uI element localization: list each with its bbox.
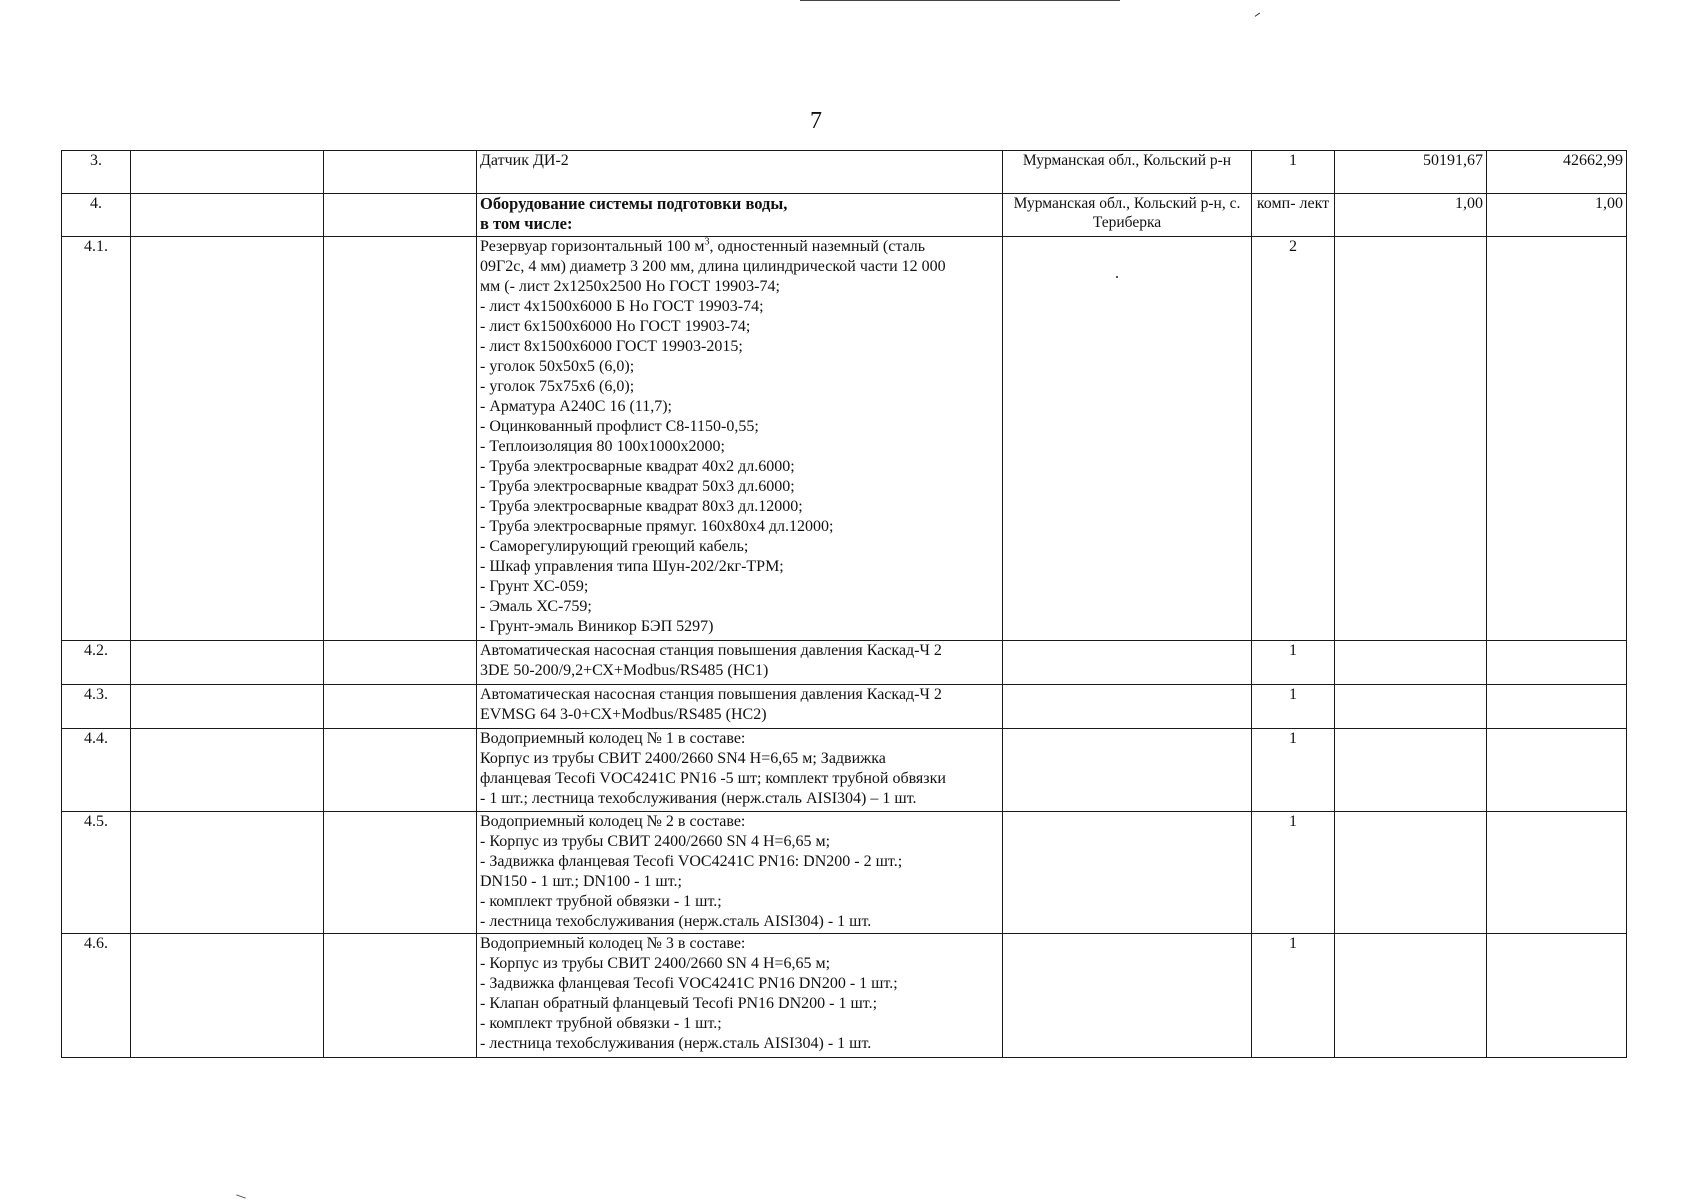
description-line: - лестница техобслуживания (нерж.сталь AISI304) - 1 шт. — [480, 913, 872, 930]
description-line: - Грунт ХС-059; — [480, 578, 589, 595]
scan-artifact-mark — [1255, 13, 1262, 19]
item-unit: комп- лект — [1252, 194, 1335, 237]
description-line: - Грунт-эмаль Виникор БЭП 5297) — [480, 618, 714, 635]
item-description — [477, 641, 1003, 685]
row-number: 3. — [62, 151, 131, 194]
empty-cell — [324, 237, 477, 641]
description-line: - 1 шт.; лестница техобслуживания (нерж.сталь AISI304) – 1 шт. — [480, 790, 917, 807]
description-line: 3DE 50-200/9,2+СХ+Modbus/RS485 (НС1) — [480, 662, 769, 679]
equipment-table — [61, 150, 1627, 1058]
item-total — [1487, 729, 1627, 812]
item-quantity: 1 — [1252, 812, 1335, 934]
empty-cell — [324, 812, 477, 934]
description-line: фланцевая Tecofi VOC4241C PN16 -5 шт; комплект трубной обвязки — [480, 770, 946, 787]
item-location — [1003, 237, 1252, 641]
item-total — [1487, 812, 1627, 934]
item-description — [477, 151, 1003, 194]
item-description — [477, 194, 1003, 237]
description-line: - уголок 50х50х5 (6,0); — [480, 358, 635, 375]
description-line: - Задвижка фланцевая Tecofi VOC4241C PN16 DN200 - 1 шт.; — [480, 975, 898, 992]
description-line: EVMSG 64 3-0+СХ+Modbus/RS485 (НС2) — [480, 706, 767, 723]
empty-cell — [324, 934, 477, 1058]
item-location — [1003, 729, 1252, 812]
item-location — [1003, 812, 1252, 934]
table-row — [62, 151, 1627, 194]
description-line: - лист 6х1500х6000 Но ГОСТ 19903-74; — [480, 318, 751, 335]
item-price — [1335, 729, 1487, 812]
description-line: - Корпус из трубы СВИТ 2400/2660 SN 4 H=6,65 м; — [480, 833, 831, 850]
table-row — [62, 934, 1627, 1058]
row-number: 4.6. — [62, 934, 131, 1058]
item-price: 50191,67 — [1335, 151, 1487, 194]
item-price — [1335, 812, 1487, 934]
item-description — [477, 812, 1003, 934]
table-row — [62, 641, 1627, 685]
description-line: 09Г2с, 4 мм) диаметр 3 200 мм, длина цилиндрической части 12 000 — [480, 258, 946, 275]
description-line: Датчик ДИ-2 — [480, 152, 569, 169]
item-description — [477, 685, 1003, 729]
empty-cell — [324, 194, 477, 237]
description-line: мм (- лист 2х1250х2500 Но ГОСТ 19903-74; — [480, 278, 780, 295]
item-description — [477, 237, 1003, 641]
item-description — [477, 934, 1003, 1058]
item-price — [1335, 237, 1487, 641]
description-list — [480, 934, 999, 1054]
description-line: - лист 4х1500х6000 Б Но ГОСТ 19903-74; — [480, 298, 764, 315]
item-total — [1487, 237, 1627, 641]
row-number: 4.4. — [62, 729, 131, 812]
item-price — [1335, 685, 1487, 729]
empty-cell — [131, 685, 324, 729]
empty-cell — [324, 729, 477, 812]
item-location — [1003, 641, 1252, 685]
description-line: Водоприемный колодец № 1 в составе: — [480, 730, 746, 747]
item-quantity: 1 — [1252, 685, 1335, 729]
description-line: - Арматура А240С 16 (11,7); — [480, 398, 672, 415]
scan-artifact-mark-bottom — [236, 1194, 246, 1198]
description-line: - Задвижка фланцевая Tecofi VOC4241C PN16: DN200 - 2 шт.; — [480, 853, 903, 870]
item-quantity: 1 — [1252, 641, 1335, 685]
page-number: 7 — [810, 108, 822, 134]
description-line: - уголок 75х75х6 (6,0); — [480, 378, 635, 395]
row-number: 4.5. — [62, 812, 131, 934]
empty-cell — [131, 641, 324, 685]
item-description — [477, 729, 1003, 812]
description-line: - Теплоизоляция 80 100х1000х2000; — [480, 438, 725, 455]
item-quantity: 1 — [1252, 151, 1335, 194]
description-line: DN150 - 1 шт.; DN100 - 1 шт.; — [480, 873, 682, 890]
item-total — [1487, 934, 1627, 1058]
description-list — [480, 685, 999, 725]
description-line: Автоматическая насосная станция повышения давления Каскад-Ч 2 — [480, 686, 942, 703]
description-line: - лестница техобслуживания (нерж.сталь AISI304) - 1 шт. — [480, 1035, 872, 1052]
description-line: в том числе: — [480, 214, 573, 233]
description-list — [480, 812, 999, 932]
table-row — [62, 194, 1627, 237]
table-row — [62, 237, 1627, 641]
item-total — [1487, 685, 1627, 729]
row-number: 4.1. — [62, 237, 131, 641]
description-line: - Оцинкованный профлист С8-1150-0,55; — [480, 418, 759, 435]
scan-artifact-line — [800, 0, 1120, 1]
description-list — [480, 641, 999, 681]
item-quantity: 1 — [1252, 729, 1335, 812]
description-line: - Труба электросварные квадрат 50х3 дл.6000; — [480, 478, 795, 495]
description-line: Автоматическая насосная станция повышения давления Каскад-Ч 2 — [480, 642, 942, 659]
table-row — [62, 812, 1627, 934]
item-quantity: 1 — [1252, 934, 1335, 1058]
description-line: - Труба электросварные квадрат 80х3 дл.12000; — [480, 498, 803, 515]
row-number: 4.2. — [62, 641, 131, 685]
item-quantity: 2 — [1252, 237, 1335, 641]
item-price — [1335, 934, 1487, 1058]
item-total — [1487, 641, 1627, 685]
item-total: 42662,99 — [1487, 151, 1627, 194]
item-location — [1003, 685, 1252, 729]
item-location — [1003, 934, 1252, 1058]
description-line: - Клапан обратный фланцевый Tecofi PN16 DN200 - 1 шт.; — [480, 995, 878, 1012]
description-line: - комплект трубной обвязки - 1 шт.; — [480, 1015, 722, 1032]
description-line: - лист 8х1500х6000 ГОСТ 19903-2015; — [480, 338, 743, 355]
description-line: Водоприемный колодец № 2 в составе: — [480, 813, 746, 830]
description-line: - Эмаль ХС-759; — [480, 598, 592, 615]
description-line: Резервуар горизонтальный 100 $м^3$, одностенный наземный (сталь — [480, 236, 926, 255]
empty-cell — [131, 151, 324, 194]
empty-cell — [324, 151, 477, 194]
empty-cell — [131, 812, 324, 934]
description-line: - Корпус из трубы СВИТ 2400/2660 SN 4 H=6,65 м; — [480, 955, 831, 972]
row-number: 4. — [62, 194, 131, 237]
item-price: 1,00 — [1335, 194, 1487, 237]
item-location: Мурманская обл., Кольский р-н, с. Териберка — [1003, 194, 1252, 237]
empty-cell — [131, 237, 324, 641]
item-total: 1,00 — [1487, 194, 1627, 237]
empty-cell — [131, 194, 324, 237]
item-price — [1335, 641, 1487, 685]
empty-cell — [324, 641, 477, 685]
description-line: Водоприемный колодец № 3 в составе: — [480, 935, 746, 952]
description-line: - Шкаф управления типа Шун-202/2кг-ТРМ; — [480, 558, 784, 575]
description-line: - Саморегулирующий греющий кабель; — [480, 538, 749, 555]
description-line: - комплект трубной обвязки - 1 шт.; — [480, 893, 722, 910]
description-line: Корпус из трубы СВИТ 2400/2660 SN4 H=6,65 м; Задвижка — [480, 750, 886, 767]
description-line: Оборудование системы подготовки воды, — [480, 194, 788, 213]
row-number: 4.3. — [62, 685, 131, 729]
empty-cell — [131, 934, 324, 1058]
table-row — [62, 729, 1627, 812]
empty-cell — [131, 729, 324, 812]
empty-cell — [324, 685, 477, 729]
description-list — [480, 257, 999, 637]
description-line: - Труба электросварные прямуг. 160х80х4 дл.12000; — [480, 518, 834, 535]
table-row — [62, 685, 1627, 729]
item-location: Мурманская обл., Кольский р-н — [1003, 151, 1252, 194]
description-line: - Труба электросварные квадрат 40х2 дл.6000; — [480, 458, 795, 475]
description-list — [480, 729, 999, 809]
